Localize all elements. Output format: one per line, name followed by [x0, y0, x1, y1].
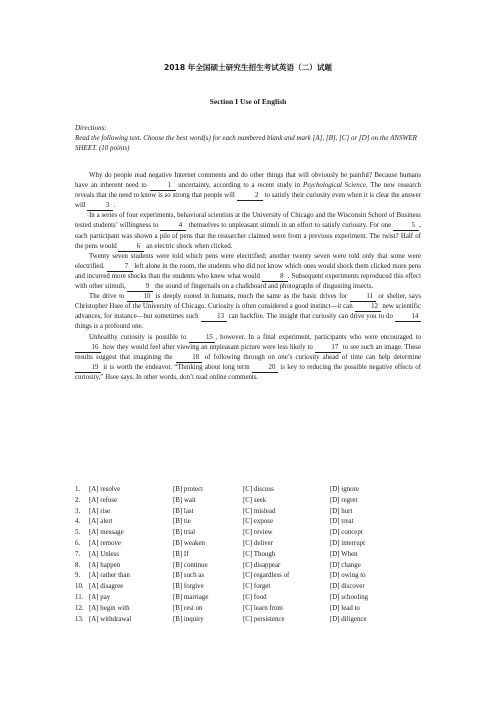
- option-d: [D] discover: [330, 583, 365, 591]
- option-a: [A] rise: [89, 507, 111, 515]
- blank-17: 17: [315, 344, 341, 353]
- blank-2: 2: [237, 192, 263, 201]
- option-b: [B] last: [173, 507, 194, 515]
- blank-20: 20: [252, 364, 278, 373]
- option-c: [C] deliver: [243, 539, 274, 547]
- blank-18: 18: [176, 354, 202, 363]
- option-b: [B] tie: [173, 518, 191, 526]
- paragraph-3: Twenty seven students were told which pens were electrified; another twenty seven were told only that some were electrified. 7 left alone in the room, the students who did not know which ones would shock them clicked more pens and incurred more shocks than the students who knew what would 8 . Subsequent experiments reproduced this effect with other stimuli, 9 the sound of fingernails on a chalkboard and photographs of disgusting insects.: [75, 252, 421, 291]
- question-number: 9.: [75, 572, 81, 580]
- option-row: [75, 497, 425, 508]
- question-number: 6.: [75, 539, 81, 547]
- option-b: [B] inquiry: [173, 615, 204, 623]
- question-number: 3.: [75, 507, 81, 515]
- question-number: 12.: [75, 604, 84, 612]
- option-row: [75, 594, 425, 605]
- blank-13: 13: [201, 313, 227, 322]
- blank-8: 8: [262, 273, 288, 282]
- option-a: [A] remove: [89, 539, 121, 547]
- option-c: [C] food: [243, 593, 267, 601]
- option-b: [B] wait: [173, 496, 196, 504]
- option-row: [75, 508, 425, 519]
- question-number: 4.: [75, 518, 81, 526]
- option-d: [D] regret: [330, 496, 358, 504]
- question-number: 1.: [75, 486, 81, 493]
- option-row: [75, 518, 425, 529]
- section-heading: Section I Use of English: [209, 97, 287, 106]
- option-d: [D] lead to: [330, 604, 360, 612]
- blank-16: 16: [75, 344, 101, 353]
- option-c: [C] persistence: [243, 615, 285, 623]
- option-d: [D] change: [330, 561, 361, 569]
- option-row: [75, 529, 425, 540]
- option-row: [75, 551, 425, 562]
- option-row: [75, 616, 425, 627]
- question-number: 2.: [75, 496, 81, 504]
- exam-title: 2018 年全国硕士研究生招生考试英语（二）试题: [163, 63, 333, 72]
- option-d: [D] owing to: [330, 572, 366, 580]
- option-a: [A] withdrawal: [89, 615, 132, 623]
- paragraph-1: Why do people read negative Internet comments and do other things that will obviously be painful? Because humans have an inherent need to 1 uncertainty, according to a recent study in Psychological Science. The new research reveals that the need to know is so strong that people will 2 to satisfy their curiosity even when it is clear the answer will 3 .: [75, 172, 421, 210]
- blank-7: 7: [107, 263, 133, 272]
- blank-1: 1: [150, 182, 176, 191]
- directions-label: Directions:: [75, 124, 107, 132]
- option-d: [D] concept: [330, 529, 363, 537]
- option-a: [A] Unless: [89, 550, 120, 558]
- option-c: [C] discuss: [243, 486, 274, 493]
- option-c: [C] seek: [243, 496, 267, 504]
- option-c: [C] expose: [243, 518, 274, 526]
- option-c: [C] disappear: [243, 561, 281, 569]
- paragraph-2: In a series of four experiments, behavioral scientists at the University of Chicago and the Wisconsin School of Business tested students’ willingness to 4 themselves to unpleasant stimuli in an effort to satisfy curiosity. For one 5 , each participant was shown a pile of pens that the researcher claimed were from a previous experiment. The twist? Half of the pens would 6 an electric shock when clicked.: [75, 212, 421, 250]
- option-c: [C] regardless of: [243, 572, 290, 580]
- question-number: 5.: [75, 529, 81, 537]
- option-b: [B] continue: [173, 561, 208, 569]
- option-b: [B] marriage: [173, 593, 209, 601]
- option-d: [D] When: [330, 550, 358, 558]
- option-a: [A] begin with: [89, 604, 130, 612]
- option-a: [A] rather than: [89, 572, 130, 580]
- option-a: [A] pay: [89, 593, 111, 601]
- journal-name: Psychological Science: [302, 182, 366, 190]
- option-a: [A] disagree: [89, 583, 124, 591]
- blank-3: 3: [87, 202, 113, 211]
- question-number: 11.: [75, 593, 84, 601]
- question-number: 8.: [75, 561, 81, 569]
- option-b: [B] trial: [173, 529, 196, 537]
- blank-6: 6: [118, 243, 144, 252]
- option-d: [D] ignore: [330, 486, 359, 493]
- option-b: [B] protect: [173, 486, 204, 493]
- question-number: 13.: [75, 615, 84, 623]
- option-a: [A] resolve: [89, 486, 121, 493]
- option-row: [75, 486, 425, 497]
- option-c: [C] mislead: [243, 507, 276, 515]
- option-row: [75, 605, 425, 616]
- option-d: [D] hurt: [330, 507, 353, 515]
- answer-options: [75, 486, 425, 626]
- blank-19: 19: [75, 364, 101, 373]
- option-c: [C] review: [243, 529, 273, 537]
- paragraph-4: The drive to 10 is deeply rooted in humans, much the same as the basic drives for 11 or shelter, says Christopher Hsee of the University of Chicago. Curiosity is often considered a good instinct—it can 12 new scientific advances, for instance—but sometimes such 13 can backfire. The insight that curiosity can drive you to do 14 things is a profound one.: [75, 293, 421, 331]
- blank-15: 15: [189, 334, 215, 343]
- option-b: [B] such as: [173, 572, 205, 580]
- option-a: [A] happen: [89, 561, 121, 569]
- option-a: [A] alert: [89, 518, 113, 526]
- option-d: [D] schooling: [330, 593, 369, 601]
- blank-4: 4: [160, 222, 186, 231]
- option-b: [B] rest on: [173, 604, 203, 612]
- blank-9: 9: [127, 283, 153, 292]
- option-d: [D] interrupt: [330, 539, 366, 547]
- option-row: [75, 540, 425, 551]
- option-a: [A] message: [89, 529, 124, 537]
- blank-14: 14: [395, 313, 421, 322]
- question-number: 7.: [75, 550, 81, 558]
- option-b: [B] forgive: [173, 583, 204, 591]
- blank-12: 12: [355, 303, 381, 312]
- option-b: [B] If: [173, 550, 189, 558]
- option-a: [A] refuse: [89, 496, 118, 504]
- option-c: [C] Though: [243, 550, 276, 558]
- blank-10: 10: [127, 293, 153, 302]
- blank-5: 5: [393, 222, 419, 231]
- blank-11: 11: [350, 293, 376, 302]
- passage: [75, 171, 421, 383]
- option-c: [C] learn from: [243, 604, 283, 612]
- option-row: [75, 572, 425, 583]
- question-number: 10.: [75, 583, 84, 591]
- option-d: [D] treat: [330, 518, 354, 526]
- option-d: [D] diligence: [330, 615, 367, 623]
- option-c: [C] forget: [243, 583, 271, 591]
- directions-text: Read the following text. Choose the best word(s) for each numbered blank and mark [A], [B], [C] or [D] on the ANSWER SHEET. (10 points): [75, 134, 417, 152]
- option-row: [75, 562, 425, 573]
- option-b: [B] weaken: [173, 539, 205, 547]
- paragraph-5: Unhealthy curiosity is possible to 15 , however. In a final experiment, participants who were encouraged to 16 how they would feel after viewing an unpleasant picture were less likely to 17 to see such an image. These results suggest that imagining the 18 of following through on one’s curiosity ahead of time can help determine 19 it is worth the endeavor. “Thinking about long term 20 is key to reducing the possible negative effects of curiosity,” Hsee says. In other words, don’t read online comments.: [75, 333, 422, 381]
- option-row: [75, 583, 425, 594]
